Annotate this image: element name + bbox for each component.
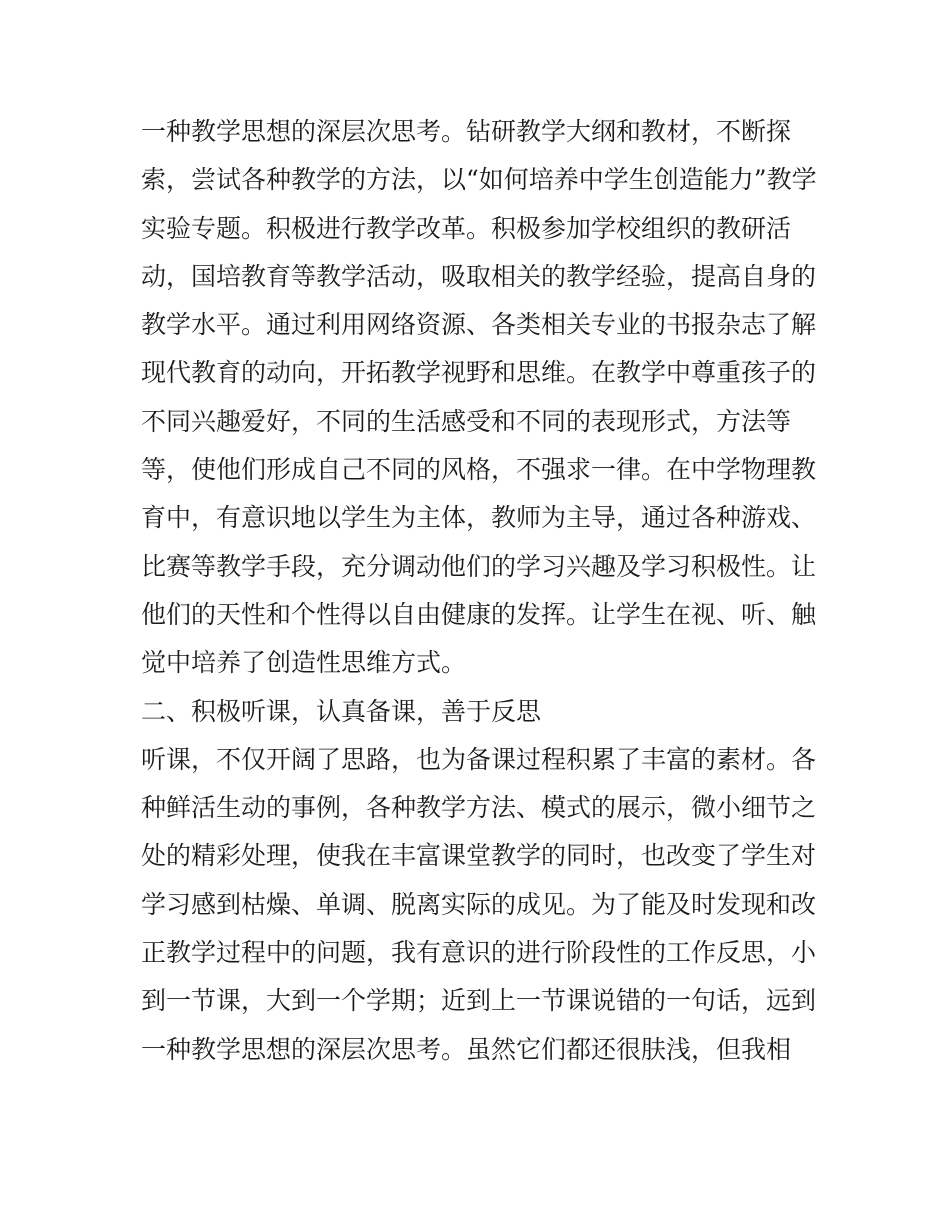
- text-line: 正教学过程中的问题，我有意识的进行阶段性的工作反思，小: [141, 938, 817, 968]
- text-line: 教学水平。通过利用网络资源、各类相关专业的书报杂志了解: [141, 310, 817, 340]
- text-line: 听课，不仅开阔了思路，也为备课过程积累了丰富的素材。各: [141, 744, 817, 774]
- text-line: 索，尝试各种教学的方法，以“如何培养中学生创造能力”教学: [141, 165, 817, 195]
- section-heading: 二、积极听课，认真备课，善于反思: [141, 696, 542, 726]
- text-line: 一种教学思想的深层次思考。钻研教学大纲和教材，不断探: [141, 117, 792, 146]
- text-line: 他们的天性和个性得以自由健康的发挥。让学生在视、听、触: [141, 599, 817, 629]
- text-line: 不同兴趣爱好，不同的生活感受和不同的表现形式，方法等: [141, 406, 792, 436]
- text-line: 等，使他们形成自己不同的风格，不强求一律。在中学物理教: [141, 455, 817, 485]
- text-line: 种鲜活生动的事例，各种教学方法、模式的展示，微小细节之: [141, 793, 817, 823]
- text-line: 现代教育的动向，开拓教学视野和思维。在教学中尊重孩子的: [141, 358, 817, 388]
- body-text: [141, 108, 816, 1074]
- text-line: 比赛等教学手段，充分调动他们的学习兴趣及学习积极性。让: [141, 551, 817, 581]
- text-line: 动，国培教育等教学活动，吸取相关的教学经验，提高自身的: [141, 261, 817, 291]
- text-line: 觉中培养了创造性思维方式。: [141, 648, 467, 678]
- text-line: 一种教学思想的深层次思考。虽然它们都还很肤浅，但我相: [141, 1034, 792, 1064]
- text-line: 实验专题。积极进行教学改革。积极参加学校组织的教研活: [141, 213, 792, 243]
- text-line: 学习感到枯燥、单调、脱离实际的成见。为了能及时发现和改: [141, 889, 817, 919]
- text-line: 处的精彩处理，使我在丰富课堂教学的同时，也改变了学生对: [141, 841, 817, 871]
- text-line: 育中，有意识地以学生为主体，教师为主导，通过各种游戏、: [141, 503, 817, 533]
- text-line: 到一节课，大到一个学期；近到上一节课说错的一句话，远到: [141, 986, 817, 1016]
